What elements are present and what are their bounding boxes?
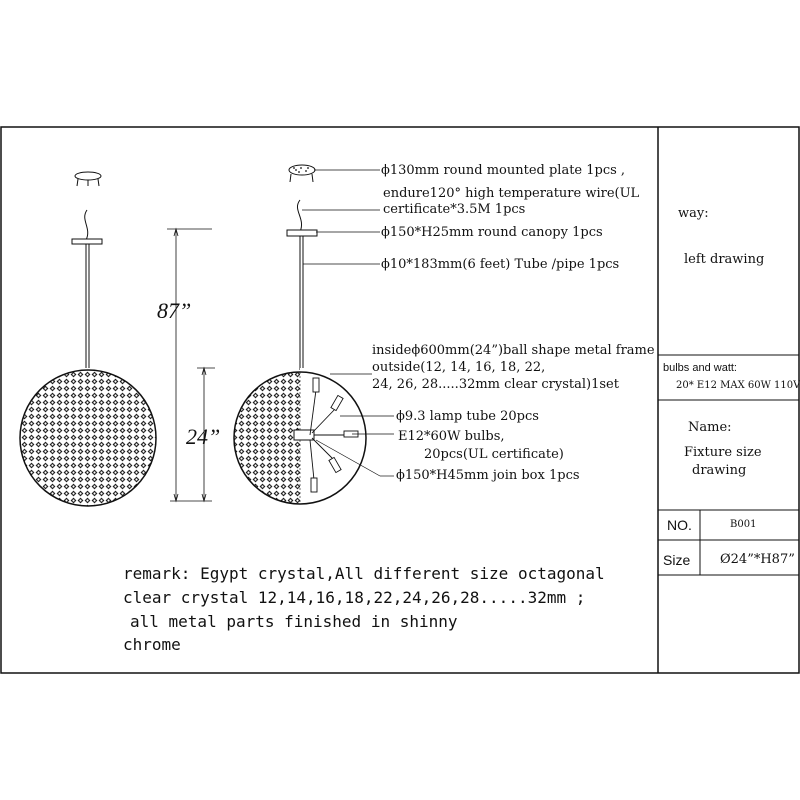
wire bbox=[85, 210, 88, 240]
name-label: Name: bbox=[688, 420, 732, 435]
dimension-overall-height: 87” bbox=[157, 298, 192, 323]
callout-bulbs-line-1: E12*60W bulbs, bbox=[398, 429, 505, 444]
bulbs-label: bulbs and watt: bbox=[663, 362, 737, 374]
callout-lamp-tube: ϕ9.3 lamp tube 20pcs bbox=[396, 409, 539, 424]
callout-frame-line-3: 24, 26, 28.....32mm clear crystal)1set bbox=[372, 377, 619, 392]
callout-canopy: ϕ150*H25mm round canopy 1pcs bbox=[381, 225, 603, 240]
remark-line-4: chrome bbox=[123, 635, 181, 654]
right-fixture bbox=[234, 165, 370, 510]
size-label: Size bbox=[663, 552, 691, 568]
callout-frame-line-1: insideϕ600mm(24”)ball shape metal frame bbox=[372, 343, 655, 358]
crystal-ball bbox=[20, 370, 156, 506]
mounted-plate-icon bbox=[289, 165, 315, 175]
canopy bbox=[72, 239, 102, 244]
callout-frame-line-2: outside(12, 14, 16, 18, 22, bbox=[372, 360, 546, 375]
remark-line-2: clear crystal 12,14,16,18,22,24,26,28.....32mm ; bbox=[123, 588, 586, 607]
callout-bulbs-line-2: 20pcs(UL certificate) bbox=[424, 447, 564, 462]
size-value: Ø24”*H87” bbox=[720, 552, 795, 567]
no-label: NO. bbox=[667, 517, 692, 533]
left-fixture bbox=[20, 172, 156, 506]
no-value: B001 bbox=[730, 519, 757, 530]
callout-wire-line-1: endure120° high temperature wire(UL bbox=[383, 186, 640, 201]
callout-tube: ϕ10*183mm(6 feet) Tube /pipe 1pcs bbox=[381, 257, 620, 272]
mounted-plate-icon bbox=[75, 172, 101, 180]
remark-line-1: remark: Egypt crystal,All different size octagonal bbox=[123, 564, 605, 583]
way-label: way: bbox=[678, 206, 709, 221]
remark-line-3: all metal parts finished in shinny bbox=[130, 612, 458, 631]
dimension-ball-diameter: 24” bbox=[186, 424, 221, 449]
callout-wire-line-2: certificate*3.5M 1pcs bbox=[383, 202, 526, 217]
name-value-line-2: drawing bbox=[692, 463, 747, 478]
way-value: left drawing bbox=[684, 252, 765, 267]
callout-mounted-plate: ϕ130mm round mounted plate 1pcs , bbox=[381, 163, 626, 178]
canopy bbox=[287, 230, 317, 236]
wire bbox=[297, 200, 301, 232]
callout-join-box: ϕ150*H45mm join box 1pcs bbox=[396, 468, 580, 483]
bulbs-value: 20* E12 MAX 60W 110V bbox=[676, 380, 800, 391]
name-value-line-1: Fixture size bbox=[684, 445, 762, 460]
dimension-lines bbox=[167, 229, 215, 501]
join-box bbox=[294, 430, 314, 440]
